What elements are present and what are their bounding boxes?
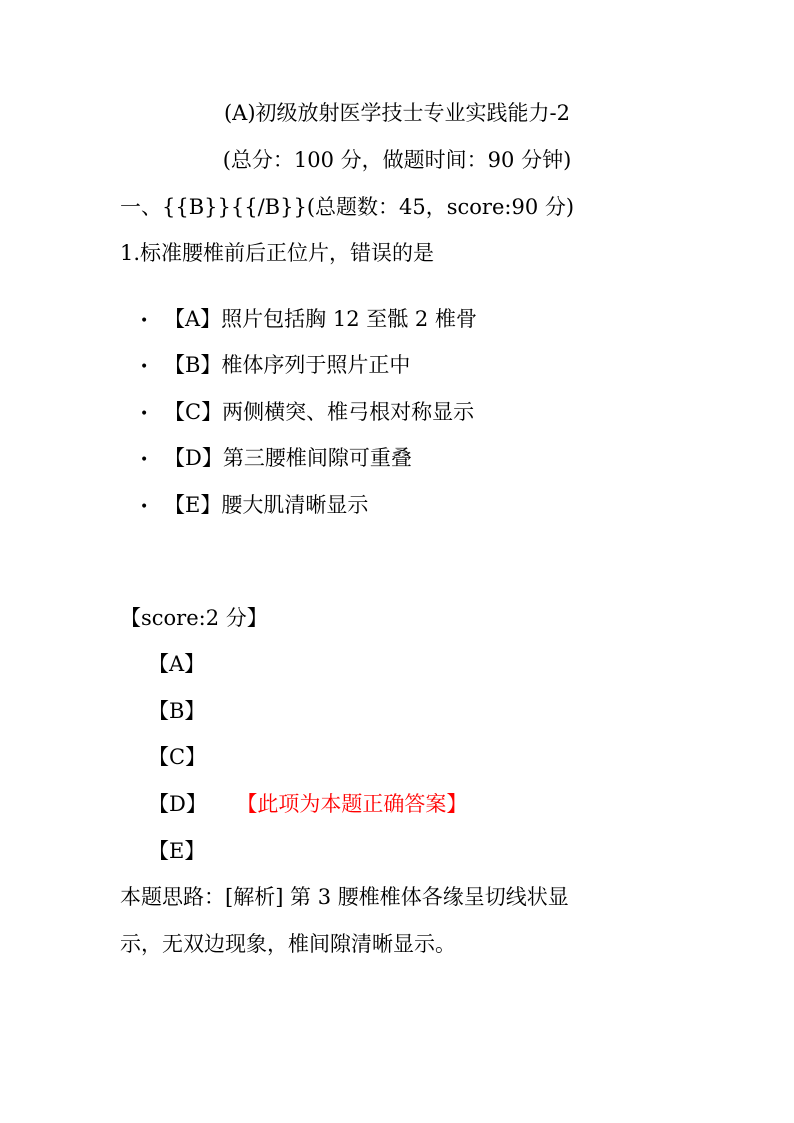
answer-choice-e: 【E】 (148, 839, 206, 863)
bullet-icon: • (140, 312, 149, 329)
option-text: 腰大肌清晰显示 (221, 493, 369, 517)
option-text: 照片包括胸 12 至骶 2 椎骨 (221, 307, 477, 331)
option-text: 两侧横突、椎弓根对称显示 (222, 400, 475, 424)
answer-choice-b: 【B】 (148, 699, 206, 723)
option-c (140, 397, 474, 429)
option-text: 第三腰椎间隙可重叠 (222, 446, 412, 470)
answer-choice-c: 【C】 (148, 745, 207, 769)
option-b (140, 350, 410, 382)
answer-choice-a: 【A】 (148, 652, 206, 676)
bullet-icon: • (140, 451, 149, 468)
bullet-icon: • (140, 358, 149, 375)
analysis-line-2: 示，无双边现象，椎间隙清晰显示。 (120, 932, 456, 956)
section-heading: 一、{{B}}{{/B}}(总题数：45，score:90 分) (120, 195, 575, 219)
option-label: 【D】 (164, 446, 223, 470)
bullet-icon: • (140, 498, 149, 515)
correct-answer-note: 【此项为本题正确答案】 (246, 792, 468, 816)
question-text: 1.标准腰椎前后正位片，错误的是 (120, 241, 435, 265)
option-e (140, 490, 368, 522)
analysis-line-1: 本题思路：[解析] 第 3 腰椎椎体各缘呈切线状显 (120, 885, 569, 909)
answer-choice-label: 【D】 (148, 792, 207, 816)
option-text: 椎体序列于照片正中 (221, 353, 411, 377)
document-title: (A)初级放射医学技士专业实践能力-2 (223, 101, 570, 125)
option-label: 【B】 (164, 353, 222, 377)
score-label: 【score:2 分】 (120, 606, 268, 630)
option-d (140, 443, 412, 475)
option-label: 【E】 (164, 493, 222, 517)
document-subtitle: (总分：100 分，做题时间：90 分钟) (222, 148, 572, 172)
option-a (140, 304, 477, 336)
bullet-icon: • (140, 405, 149, 422)
option-label: 【C】 (164, 400, 223, 424)
answer-choice-d (148, 789, 467, 819)
option-label: 【A】 (164, 307, 222, 331)
